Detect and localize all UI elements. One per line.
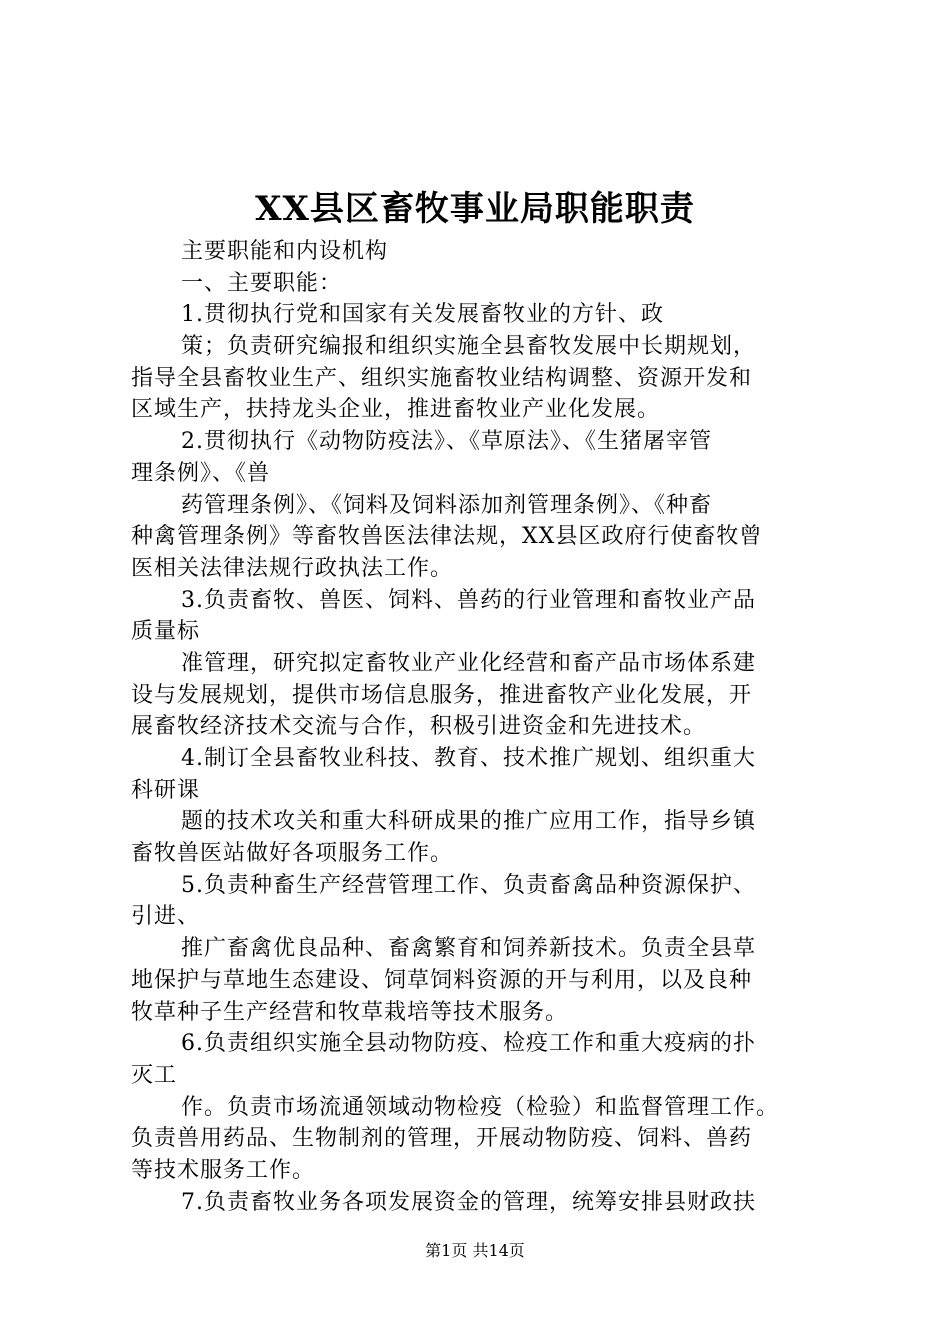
body-line: 畜牧兽医站做好各项服务工作。 [131,841,454,867]
body-line: 一、主要职能： [181,270,343,296]
body-line: 3.负责畜牧、兽医、饲料、兽药的行业管理和畜牧业产品 [181,587,756,613]
body-line: 负责兽用药品、生物制剂的管理，开展动物防疫、饲料、兽药 [131,1126,753,1152]
body-line: 5.负责种畜生产经营管理工作、负责畜禽品种资源保护、 [181,872,756,898]
document-body [131,236,831,1218]
body-line: 策；负责研究编报和组织实施全县畜牧发展中长期规划， [181,334,757,360]
body-line: 医相关法律法规行政执法工作。 [131,555,454,581]
body-line: 作。负责市场流通领域动物检疫（检验）和监督管理工作。 [181,1094,780,1120]
body-line: 4.制订全县畜牧业科技、教育、技术推广规划、组织重大 [181,746,756,771]
body-line: 设与发展规划，提供市场信息服务，推进畜牧产业化发展，开 [131,682,753,708]
body-line: 2.贯彻执行《动物防疫法》、《草原法》、《生猪屠宰管 [181,429,712,455]
body-line: 引进、 [131,904,201,930]
body-line: 理条例》、《兽 [131,460,271,486]
body-line: 推广畜禽优良品种、畜禽繁育和饲养新技术。负责全县草 [181,936,757,962]
body-line: 种禽管理条例》等畜牧兽医法律法规，XX县区政府行使畜牧曾 [131,524,763,550]
body-line: 准管理，研究拟定畜牧业产业化经营和畜产品市场体系建 [181,650,757,676]
body-line: 展畜牧经济技术交流与合作，积极引进资金和先进技术。 [131,714,707,740]
body-line: 灭工 [131,1062,178,1088]
body-line: 6.负责组织实施全县动物防疫、检疫工作和重大疫病的扑 [181,1031,756,1057]
document-title: XX县区畜牧事业局职能职责 [255,189,695,229]
body-line: 质量标 [131,619,201,645]
page-footer: 第1页 共14页 [425,1241,525,1260]
body-line: 区域生产，扶持龙头企业，推进畜牧业产业化发展。 [131,397,661,423]
body-line: 等技术服务工作。 [131,1157,316,1183]
body-line: 1.贯彻执行党和国家有关发展畜牧业的方针、政 [181,302,664,328]
body-line: 主要职能和内设机构 [181,239,389,264]
body-line: 题的技术攻关和重大科研成果的推广应用工作，指导乡镇 [181,809,757,835]
body-line: 7.负责畜牧业务各项发展资金的管理，统筹安排县财政扶 [181,1189,756,1215]
body-line: 科研课 [131,777,201,803]
body-line: 药管理条例》、《饲料及饲料添加剂管理条例》、《种畜 [181,492,713,518]
body-line: 地保护与草地生态建设、饲草饲料资源的开与利用，以及良种 [131,967,753,993]
body-line: 指导全县畜牧业生产、组织实施畜牧业结构调整、资源开发和 [131,365,753,391]
body-line: 牧草种子生产经营和牧草栽培等技术服务。 [131,999,569,1025]
